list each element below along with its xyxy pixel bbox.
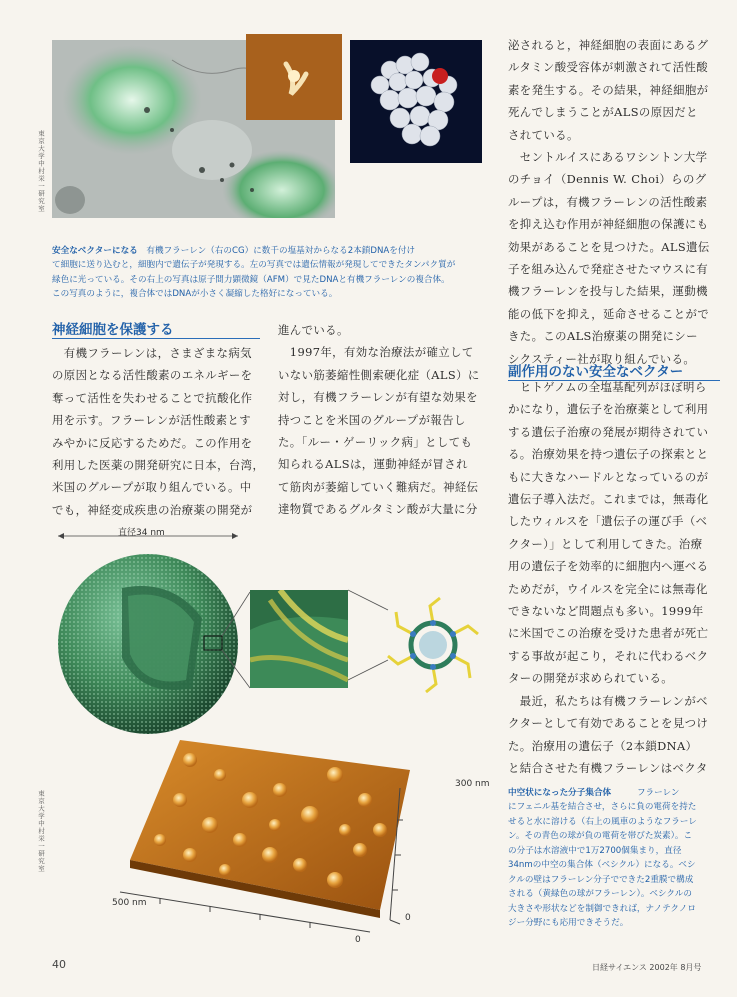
vesicle-sphere [52,548,244,740]
section1-column1: 有機フラーレンは，さまざまな病気 の原因となる活性酸素のエネルギーを 奪って活性を失わせることで抗酸化作 用を示す。フラーレンが活性酸素とす みやかに反応するためだ。この作用を 利用した医薬の開発研究に日本，台湾， 米国のグループが取り組んでいる。中 でも，神経変成疾患の治療薬の開発が [52,346,265,517]
bottom-figure-caption [508,771,730,931]
bilayer-zoom-image [250,590,348,688]
page-number: 40 [52,958,66,971]
section-heading-vector: 副作用のない安全なベクター [508,364,684,380]
caption-text: フラーレン にフェニル基を結合させ，さらに負の電荷を持た せると水に溶ける（右上の風車のようなフラーレ ン。その青色の球が負の電荷を帯びた炭素）。こ の分子は水溶液中で1万2700個集まり，直径 34nmの中空の集合体（ベシクル）になる。ベシ クルの壁はフラーレン分子でできた2重膜で構成 される（黄緑色の球がフラーレン）。ベシクルの 大きさや形状などを制御できれば，ナノテクノロ ジー分野にも応用できそうだ。 [508,787,697,928]
axis-label-zero-right: 0 [405,913,411,923]
publication-name: 日経サイエンス 2002年 8月号 [592,963,702,972]
fullerene-cg-model [350,40,482,163]
section-rule [52,338,260,339]
caption-text: 有機フラーレン（右のCG）に数千の塩基対からなる2本鎖DNAを付け て細胞に送り込むと，細胞内で遺伝子が発現する。左の写真では遺伝情報が発現してできたタンパク質が 緑色に光っている。その右上の写真は原子間力顕微鏡（AFM）で見たDNAと有機フラーレンの複合体。 この写真のように，複合体ではDNAが小さく凝縮した格好になっている。 [52,245,456,299]
caption-title: 安全なベクターになる [52,245,138,256]
diameter-arrow [56,530,240,542]
photo-credit-top: 東京大学中村栄一研究室 [37,130,45,213]
section2-text: ヒトゲノムの全塩基配列がほぼ明ら かになり，遺伝子を治療薬として利用 する遺伝子治療の発展が期待されてい る。治療効果を持つ遺伝子の探索とと もに大きなハードルとなっているのが 遺伝子導入法だ。これまでは，無毒化 したウィルスを「遺伝子の運び手（ベ クター）」として利用してきた。治療 用の遺伝子を効率的に細胞内へ運べる ためだが，ウイルスを完全には無毒化 できないなど問題点も多い。1999年 に米国でこの治療を受けた患者が死亡 する事故が起こり，それに代わるベク ターの開発が求められている。 最近，私たちは有機フラーレンがベ クターとして有効であることを見つけ た。治療用の遺伝子（2本鎖DNA） と結合させた有機フラーレンはベクタ [508,380,709,775]
axis-label-500nm: 500 nm [112,898,147,908]
photo-credit-bottom: 東京大学中村栄一研究室 [37,790,45,873]
caption-title: 中空状になった分子集合体 [508,787,612,798]
diameter-label: 直径34 nm [118,528,165,538]
top-figure-caption [52,229,492,302]
section1-column2: 進んでいる。 1997年，有効な治療法が確立して いない筋萎縮性側索硬化症（ALS）に 対し，有機フラーレンが有望な効果を 持つことを米国のグループが報告し た。「ルー・ゲーリック病」としても 知られるALSは，運動神経が冒され て筋肉が萎縮していく難病だ。神経伝 達物質であるグルタミン酸が大量に分 [278,323,480,517]
pinwheel-fullerene-model [380,592,486,698]
section-heading-neuro: 神経細胞を保護する [52,322,174,338]
afm-dna-complex-photo [246,34,342,120]
axis-label-300nm: 300 nm [455,779,490,789]
column3-text-top: 泌されると，神経細胞の表面にあるグ ルタミン酸受容体が刺激されて活性酸 素を発生する。その結果，神経細胞が 死んでしまうことがALSの原因だと されている。 セントルイスにあるワシントン大学 のチョイ（Dennis W. Choi）らのグ ループは，有機フラーレンの活性酸素 を抑え込む作用が神経細胞の保護にも 効果があることを見つけた。ALS遺伝 子を組み込んで発症させたマウスに有 機フラーレンを投与した結果，運動機 能の低下を抑え，延命させることがで きた。このALS治療薬の開発にシー シクスティー社が取り組んでいる。 [508,38,710,366]
axis-label-zero-bottom: 0 [355,935,361,945]
